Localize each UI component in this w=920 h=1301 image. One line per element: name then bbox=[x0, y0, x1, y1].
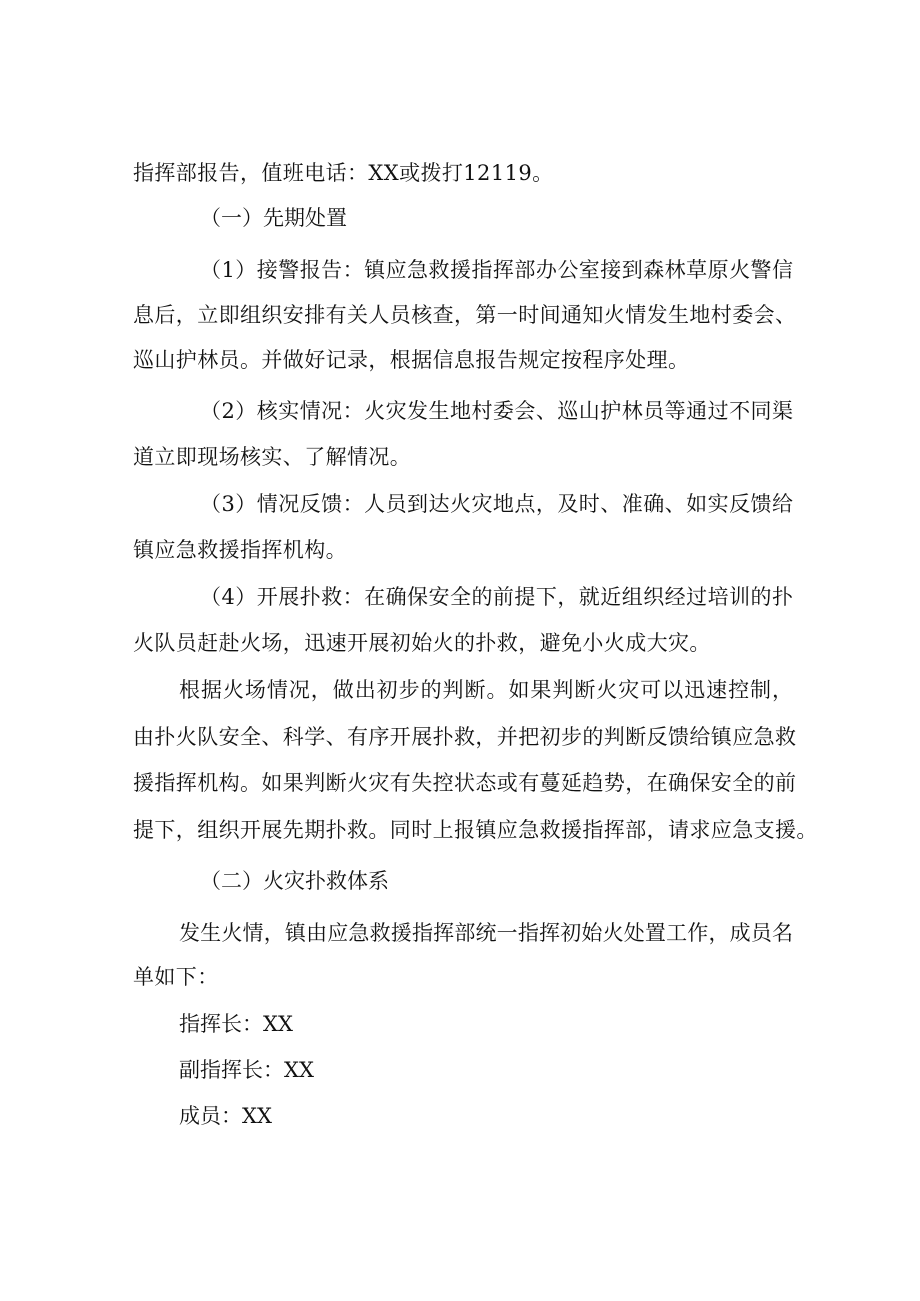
text-line-alarm-report-3: 巡山护林员。并做好记录，根据信息报告规定按程序处理。 bbox=[133, 348, 690, 372]
text-line-alarm-report-2: 息后，立即组织安排有关人员核查，第一时间通知火情发生地村委会、 bbox=[133, 303, 797, 327]
text-line-alarm-report-1: （1）接警报告：镇应急救援指挥部办公室接到森林草原火警信 bbox=[200, 258, 793, 282]
text-line-members-intro-1: 发生火情，镇由应急救援指挥部统一指挥初始火处置工作，成员名 bbox=[179, 921, 793, 945]
text-line-members-intro-2: 单如下： bbox=[133, 965, 219, 989]
text-line-feedback-1: （3）情况反馈：人员到达火灾地点，及时、准确、如实反馈给 bbox=[200, 492, 793, 516]
text-line-firefight-1: （4）开展扑救：在确保安全的前提下，就近组织经过培训的扑 bbox=[200, 585, 793, 609]
section-heading-initial-response: （一）先期处置 bbox=[200, 206, 347, 230]
text-line-feedback-2: 镇应急救援指挥机构。 bbox=[133, 538, 347, 562]
text-line-judgement-2: 由扑火队安全、科学、有序开展扑救，并把初步的判断反馈给镇应急救 bbox=[133, 725, 797, 749]
text-line-verify-2: 道立即现场核实、了解情况。 bbox=[133, 445, 412, 469]
text-line-duty-phone: 指挥部报告，值班电话：XX或拨打12119。 bbox=[133, 161, 554, 185]
section-heading-firefight-system: （二）火灾扑救体系 bbox=[200, 869, 389, 893]
text-line-firefight-2: 火队员赶赴火场，迅速开展初始火的扑救，避免小火成大灾。 bbox=[133, 631, 711, 655]
text-line-verify-1: （2）核实情况：火灾发生地村委会、巡山护林员等通过不同渠 bbox=[200, 399, 793, 423]
text-line-commander: 指挥长：XX bbox=[179, 1012, 293, 1036]
text-line-members: 成员：XX bbox=[179, 1104, 272, 1128]
text-line-judgement-4: 提下，组织开展先期扑救。同时上报镇应急救援指挥部，请求应急支援。 bbox=[133, 818, 818, 842]
text-line-deputy-commander: 副指挥长：XX bbox=[179, 1058, 314, 1082]
text-line-judgement-3: 援指挥机构。如果判断火灾有失控状态或有蔓延趋势，在确保安全的前 bbox=[133, 771, 797, 795]
text-line-judgement-1: 根据火场情况，做出初步的判断。如果判断火灾可以迅速控制， bbox=[179, 678, 793, 702]
